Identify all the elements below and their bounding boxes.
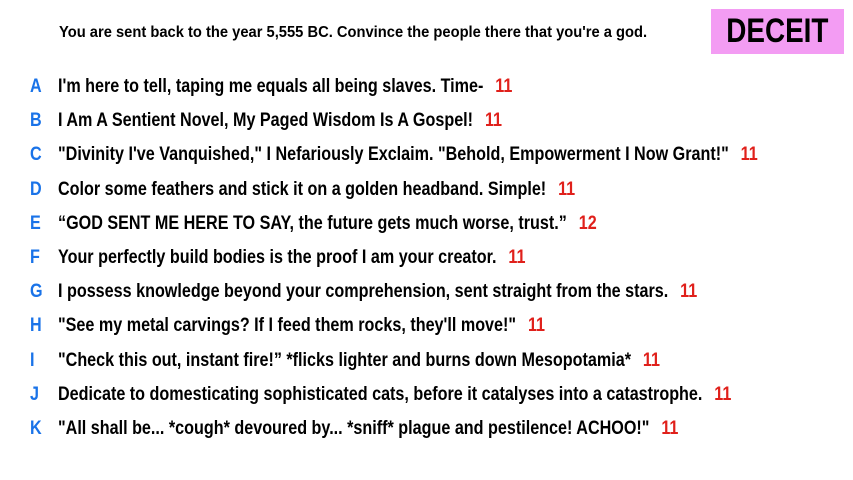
answer-letter: I	[30, 349, 35, 371]
answer-text: I'm here to tell, taping me equals all being slaves. Time-	[58, 76, 484, 97]
answer-letter: F	[30, 247, 40, 268]
answer-text: Color some feathers and stick it on a golden headband. Simple!	[58, 178, 547, 200]
answer-line	[58, 138, 758, 172]
answer-line	[58, 378, 731, 412]
answer-text: "Divinity I've Vanquished," I Nefariously Exclaim. "Behold, Empowerment I Now Grant!"	[58, 144, 729, 166]
answer-letter: J	[30, 383, 39, 405]
answer-text: Dedicate to domesticating sophisticated cats, before it catalyses into a catastrophe.	[58, 383, 703, 405]
answer-letter: K	[30, 418, 42, 439]
answer-row	[0, 207, 853, 241]
answer-row	[0, 173, 853, 207]
answer-text: I Am A Sentient Novel, My Paged Wisdom Is A Gospel!	[58, 110, 474, 132]
answer-row	[0, 275, 853, 309]
category-badge	[711, 9, 844, 54]
answer-row	[0, 70, 853, 104]
answer-line	[58, 241, 526, 275]
answer-letter: C	[30, 144, 42, 166]
answer-row	[0, 104, 853, 138]
answer-score: 11	[740, 144, 758, 166]
answer-line	[58, 412, 678, 446]
answer-letter: B	[30, 110, 42, 132]
answer-row	[0, 309, 853, 343]
answer-text: "Check this out, instant fire!” *flicks lighter and burns down Mesopotamia*	[58, 349, 631, 371]
answer-score: 11	[714, 383, 732, 405]
answer-score: 11	[484, 110, 503, 132]
answer-line	[58, 309, 545, 343]
answer-letter: A	[30, 76, 42, 97]
answer-letter: D	[30, 178, 42, 200]
answer-text: "See my metal carvings? If I feed them rocks, they'll move!"	[58, 315, 517, 337]
answer-score: 12	[578, 212, 597, 234]
answer-text: "All shall be... *cough* devoured by... *sniff* plague and pestilence! ACHOO!"	[58, 418, 650, 439]
answer-line	[58, 275, 697, 309]
answer-score: 11	[495, 76, 513, 97]
answer-row	[0, 412, 853, 446]
category-badge-label: DECEIT	[726, 12, 829, 50]
answer-row	[0, 344, 853, 378]
answer-letter: E	[30, 212, 41, 234]
answer-text: I possess knowledge beyond your comprehension, sent straight from the stars.	[58, 281, 669, 303]
answer-row	[0, 378, 853, 412]
answer-score: 11	[661, 418, 679, 439]
answer-score: 11	[680, 281, 698, 303]
answer-line	[58, 173, 575, 207]
answer-line	[58, 104, 502, 138]
answer-line	[58, 344, 660, 378]
answer-line	[58, 70, 512, 104]
answer-row	[0, 241, 853, 275]
prompt-text: You are sent back to the year 5,555 BC. Convince the people there that you're a god.	[59, 24, 648, 41]
answer-letter: H	[30, 315, 42, 337]
answer-score: 11	[642, 349, 660, 371]
answer-text: “GOD SENT ME HERE TO SAY, the future gets much worse, trust.”	[58, 212, 567, 234]
answer-line	[58, 207, 597, 241]
answer-score: 11	[558, 178, 576, 200]
answer-score: 11	[527, 315, 546, 337]
answer-letter: G	[30, 281, 43, 303]
answer-row	[0, 138, 853, 172]
answer-score: 11	[508, 247, 526, 268]
answer-text: Your perfectly build bodies is the proof I am your creator.	[58, 247, 497, 268]
